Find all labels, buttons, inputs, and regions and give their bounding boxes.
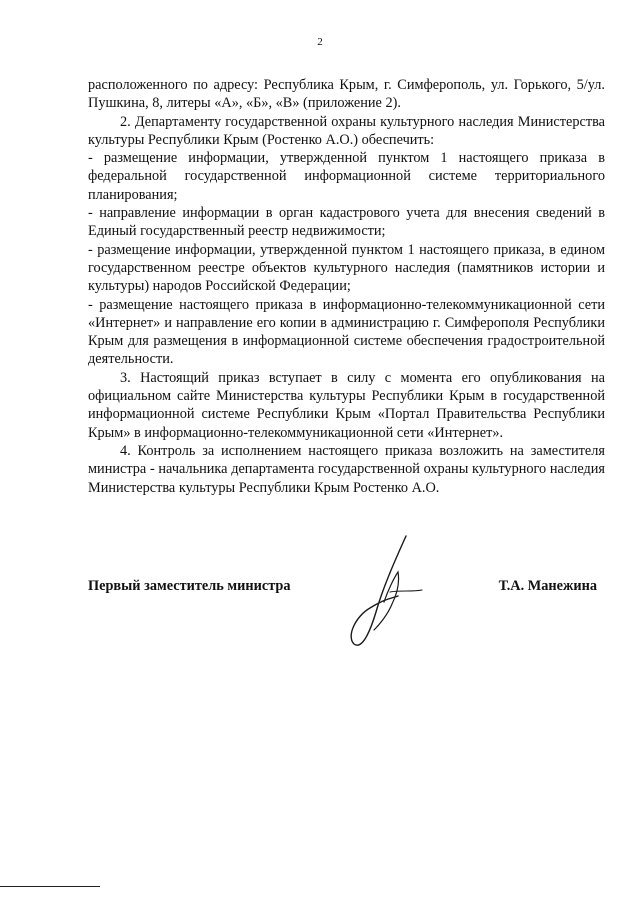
duty-item-fgis: - размещение информации, утвержденной пунктом 1 настоящего приказа в федеральной государственной информационной системе территориального планирования;: [88, 150, 605, 203]
signatory-name: Т.А. Манежина: [498, 578, 597, 594]
duty-item-registry: - размещение информации, утвержденной пунктом 1 настоящего приказа, в едином государственном реестре объектов культурного наследия (памятников истории и культуры) народов Российской Федерации;: [88, 241, 605, 295]
paragraph-3-entry-into-force: 3. Настоящий приказ вступает в силу с момента его опубликования на официальном сайте Министерства культуры Республики Крым в государственной информационной системе Республики Крым «Портал Правительства Республики Крым» в информационно-телекоммуникационной сети «Интернет».: [88, 369, 605, 441]
page-number: 2: [317, 36, 323, 48]
paragraph-4-control: 4. Контроль за исполнением настоящего приказа возложить на заместителя министра - начальника департамента государственной охраны культурного наследия Министерства культуры Республики Крым Ростенко А.О.: [88, 442, 605, 496]
paragraph-2-department-duties: 2. Департаменту государственной охраны культурного наследия Министерства культуры Республики Крым (Ростенко А.О.) обеспечить:: [88, 113, 605, 148]
signatory-title: Первый заместитель министра: [88, 578, 291, 594]
duty-item-internet: - размещение настоящего приказа в информационно-телекоммуникационной сети «Интернет» и направление его копии в администрацию г. Симферополя Республики Крым для размещения в информационной системе обеспечения градостроительной деятельности.: [88, 296, 605, 368]
duty-item-cadastre: - направление информации в орган кадастрового учета для внесения сведений в Единый государственный реестр недвижимости;: [88, 205, 605, 240]
document-body: [88, 76, 605, 497]
paragraph-1-continuation: расположенного по адресу: Республика Крым, г. Симферополь, ул. Горького, 5/ул. Пушкина, 8, литеры «А», «Б», «В» (приложение 2).: [88, 77, 605, 112]
signature-block: [88, 578, 605, 598]
footer-divider: [0, 886, 100, 887]
